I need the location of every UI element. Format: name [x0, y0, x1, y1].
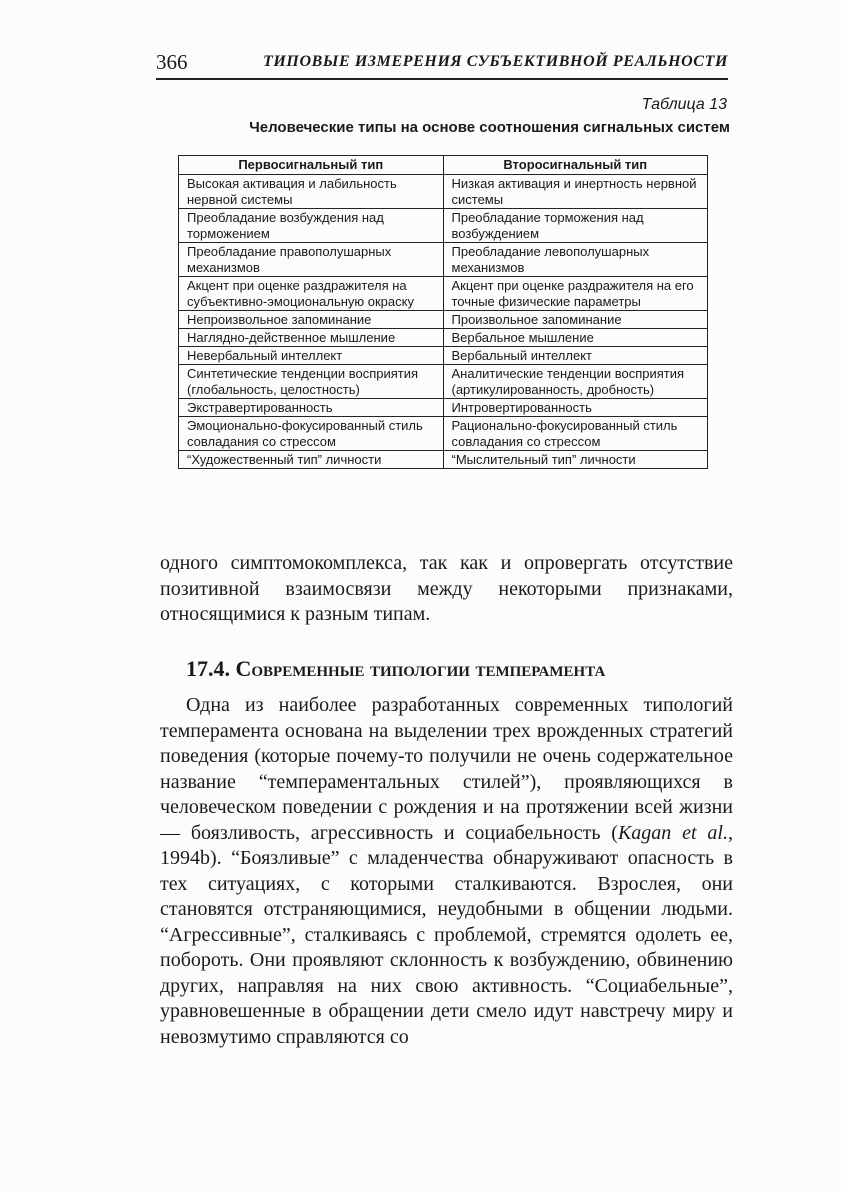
table-cell: Акцент при оценке раздражителя на его точные физические параметры	[443, 277, 708, 311]
table-cell: Низкая активация и инертность нервной системы	[443, 175, 708, 209]
table-cell: Преобладание возбуждения над торможением	[179, 209, 444, 243]
table-row	[179, 347, 708, 365]
table-cell: Наглядно-действенное мышление	[179, 329, 444, 347]
column-header: Первосигнальный тип	[179, 156, 444, 175]
table-row	[179, 243, 708, 277]
table-title: Человеческие типы на основе соотношения сигнальных систем	[249, 119, 730, 136]
table-row	[179, 329, 708, 347]
section-title: Современные типологии темперамента	[235, 656, 606, 681]
page-number: 366	[156, 50, 188, 74]
table-cell: Синтетические тенденции восприятия (глобальность, целостность)	[179, 365, 444, 399]
comparison-table	[178, 155, 708, 469]
body-paragraph	[160, 693, 733, 1050]
table-row	[179, 365, 708, 399]
running-header	[156, 50, 728, 80]
table-cell: Аналитические тенденции восприятия (артикулированность, дробность)	[443, 365, 708, 399]
table-cell: Произвольное запоминание	[443, 311, 708, 329]
table-header-row	[179, 156, 708, 175]
continued-paragraph: одного симптомокомплекса, так как и опровергать отсутствие позитивной взаимосвязи между некоторыми признаками, относящимися к разным типам.	[160, 552, 733, 625]
running-title: ТИПОВЫЕ ИЗМЕРЕНИЯ СУБЪЕКТИВНОЙ РЕАЛЬНОСТИ	[263, 53, 728, 70]
table-cell: Преобладание правополушарных механизмов	[179, 243, 444, 277]
table-cell: Экстравертированность	[179, 399, 444, 417]
table-row	[179, 175, 708, 209]
table-row	[179, 399, 708, 417]
table-cell: “Художественный тип” личности	[179, 451, 444, 469]
table-row	[179, 311, 708, 329]
table-row	[179, 277, 708, 311]
table-cell: Непроизвольное запоминание	[179, 311, 444, 329]
table-cell: “Мыслительный тип” личности	[443, 451, 708, 469]
table-cell: Преобладание торможения над возбуждением	[443, 209, 708, 243]
paragraph-text-start: Одна из наиболее разработанных современных типологий темперамента основана на выделении трех врожденных стратегий поведения (которые почему-то получили не очень содержательное название “темпераментальных стилей”), проявляющихся в человеческом поведении с рождения и на протяжении всей жизни — боязливость, агрессивность и социабельность (	[160, 694, 733, 844]
table-row	[179, 451, 708, 469]
table-cell: Рационально-фокусированный стиль совладания со стрессом	[443, 417, 708, 451]
table-cell: Акцент при оценке раздражителя на субъективно-эмоциональную окраску	[179, 277, 444, 311]
table-number-label: Таблица 13	[641, 96, 727, 113]
table-cell: Эмоционально-фокусированный стиль совладания со стрессом	[179, 417, 444, 451]
table-cell: Преобладание левополушарных механизмов	[443, 243, 708, 277]
section-number: 17.4.	[186, 656, 230, 681]
table-row	[179, 209, 708, 243]
table-cell: Невербальный интеллект	[179, 347, 444, 365]
column-header: Второсигнальный тип	[443, 156, 708, 175]
table-cell: Вербальный интеллект	[443, 347, 708, 365]
table-cell: Вербальное мышление	[443, 329, 708, 347]
paragraph-text-rest: , 1994b). “Боязливые” с младенчества обнаруживают опасность в тех ситуациях, с которыми сталкиваются. Взрослея, они становятся отстраняющимися, неудобными в общении людьми. “Агрессивные”, сталкиваясь с проблемой, стремятся одолеть ее, побороть. Они проявляют склонность к возбуждению, обвинению других, направляя на них свою активность. “Социабельные”, уравновешенные в обращении дети смело идут навстречу миру и невозмутимо справляются со	[160, 821, 733, 1048]
table-cell: Высокая активация и лабильность нервной системы	[179, 175, 444, 209]
citation-authors: Kagan et al.	[617, 821, 728, 844]
section-heading	[186, 656, 746, 682]
table-row	[179, 417, 708, 451]
table-cell: Интровертированность	[443, 399, 708, 417]
